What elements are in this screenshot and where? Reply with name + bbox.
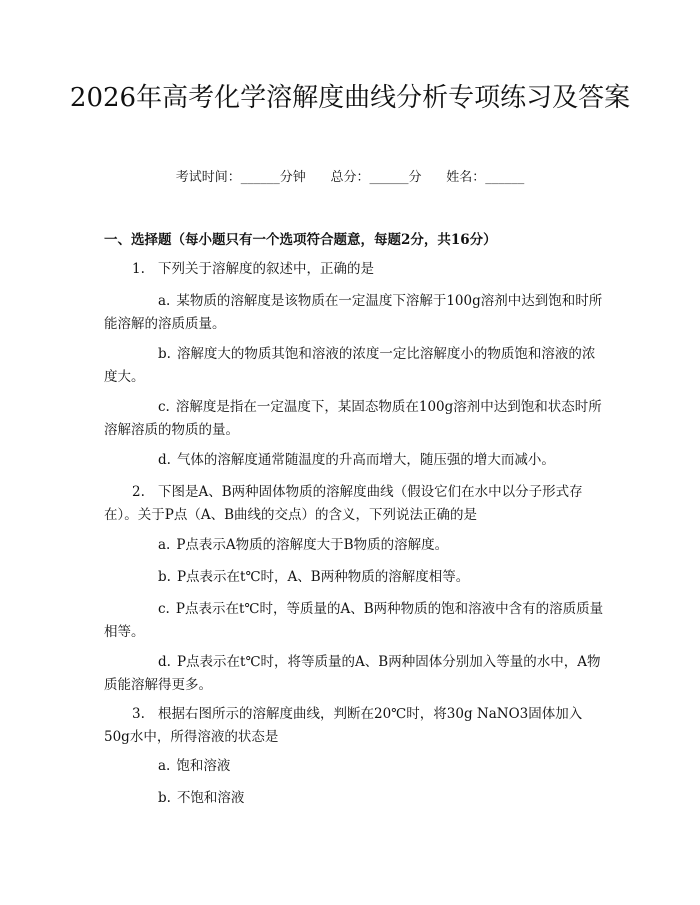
question-number: 1.	[132, 261, 145, 277]
option-text: P点表示A物质的溶解度大于B物质的溶解度。	[176, 537, 449, 553]
question-number: 3.	[132, 706, 145, 722]
question-2	[104, 481, 604, 527]
document-title: 2026年高考化学溶解度曲线分析专项练习及答案	[69, 83, 631, 113]
option-text: 饱和溶液	[176, 758, 231, 774]
option-text: 溶解度是指在一定温度下，某固态物质在100g溶剂中达到饱和状态时所溶解溶质的物质的量。	[104, 399, 602, 438]
option-text: P点表示在t℃时，将等质量的A、B两种固体分别加入等量的水中，A物质能溶解得更多。	[104, 654, 601, 693]
option-text: 某物质的溶解度是该物质在一定温度下溶解于100g溶剂中达到饱和时所能溶解的溶质质量。	[104, 293, 603, 332]
option-letter: b.	[158, 346, 171, 362]
question-1-option-d	[104, 449, 604, 472]
question-1	[104, 258, 604, 281]
option-letter: d.	[158, 452, 171, 468]
question-3-option-a	[104, 755, 604, 778]
option-letter: d.	[158, 654, 171, 670]
option-text: 不饱和溶液	[176, 790, 245, 806]
exam-info-line: 考试时间：______分钟 总分：______分 姓名：______	[175, 170, 525, 185]
option-letter: a.	[158, 758, 171, 774]
question-2-option-a	[104, 534, 604, 557]
option-letter: c.	[158, 399, 170, 415]
option-letter: a.	[158, 537, 171, 553]
question-text: 下图是A、B两种固体物质的溶解度曲线（假设它们在水中以分子形式存在）。关于P点（A、B曲线的交点）的含义，下列说法正确的是	[104, 484, 583, 523]
question-2-option-c	[104, 598, 604, 644]
option-letter: c.	[158, 601, 170, 617]
question-text: 根据右图所示的溶解度曲线，判断在20℃时，将30g NaNO3固体加入50g水中，所得溶液的状态是	[104, 706, 583, 745]
section-heading: 一、选择题（每小题只有一个选项符合题意，每题2分，共16分）	[104, 232, 497, 248]
option-text: P点表示在t℃时，等质量的A、B两种物质的饱和溶液中含有的溶质质量相等。	[104, 601, 604, 640]
question-1-option-b	[104, 343, 604, 389]
option-text: 溶解度大的物质其饱和溶液的浓度一定比溶解度小的物质饱和溶液的浓度大。	[104, 346, 596, 385]
question-number: 2.	[132, 484, 145, 500]
question-text: 下列关于溶解度的叙述中，正确的是	[158, 261, 374, 277]
option-text: P点表示在t℃时，A、B两种物质的溶解度相等。	[176, 569, 470, 585]
question-2-option-b	[104, 566, 604, 589]
question-1-option-c	[104, 396, 604, 442]
option-text: 气体的溶解度通常随温度的升高而增大，随压强的增大而减小。	[176, 452, 555, 468]
option-letter: b.	[158, 569, 171, 585]
question-3	[104, 703, 604, 749]
question-3-option-b	[104, 787, 604, 810]
question-2-option-d	[104, 651, 604, 697]
option-letter: b.	[158, 790, 171, 806]
option-letter: a.	[158, 293, 171, 309]
question-1-option-a	[104, 290, 604, 336]
